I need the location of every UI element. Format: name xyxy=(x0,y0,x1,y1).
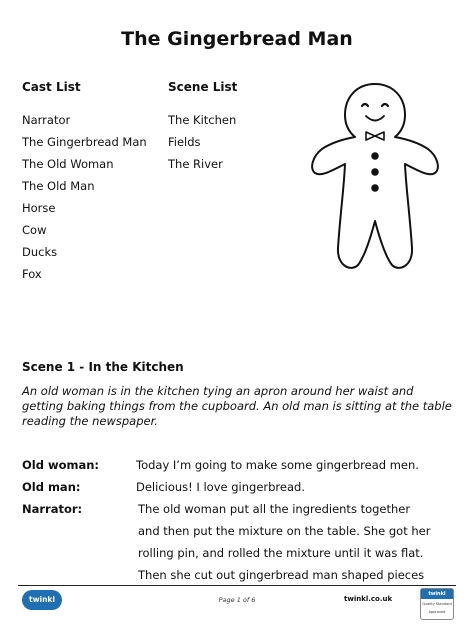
dialogue-text: The old woman put all the ingredients together xyxy=(138,502,411,516)
scene-list xyxy=(168,111,236,177)
dialogue xyxy=(22,454,462,586)
scene-list-heading: Scene List xyxy=(168,80,238,94)
gingerbread-man-illustration xyxy=(300,76,450,276)
dialogue-text: rolling pin, and rolled the mixture until it was flat. xyxy=(138,546,424,560)
dialogue-line xyxy=(22,454,462,476)
cast-item: Horse xyxy=(22,201,56,215)
scene-item: Fields xyxy=(168,135,201,149)
dialogue-line xyxy=(22,498,462,586)
stage-direction xyxy=(22,384,452,429)
site-url: twinkl.co.uk xyxy=(344,595,393,603)
cast-item: Fox xyxy=(22,267,42,281)
cast-item: The Old Woman xyxy=(22,157,114,171)
speaker-label: Old woman: xyxy=(22,458,100,472)
speaker-label: Old man: xyxy=(22,480,81,494)
badge-brand: twinkl xyxy=(421,589,453,599)
dialogue-text: and then put the mixture on the table. She got her xyxy=(138,524,431,538)
cast-item: Cow xyxy=(22,223,47,237)
dialogue-line xyxy=(22,476,462,498)
quality-badge xyxy=(420,588,454,620)
cast-list xyxy=(22,111,147,287)
stage-direction-line: reading the newspaper. xyxy=(22,414,158,428)
cast-list-heading: Cast List xyxy=(22,80,81,94)
cast-item: The Gingerbread Man xyxy=(22,135,147,149)
cast-item: Narrator xyxy=(22,113,71,127)
speaker-label: Narrator: xyxy=(22,502,83,516)
stage-direction-line: An old woman is in the kitchen tying an apron around her waist and xyxy=(22,384,414,398)
twinkl-logo: twinkl xyxy=(22,590,62,610)
cast-item: The Old Man xyxy=(22,179,95,193)
page-title: The Gingerbread Man xyxy=(121,28,353,50)
stage-direction-line: getting baking things from the cupboard. An old man is sitting at the table xyxy=(22,399,452,413)
badge-text: Quality Standard xyxy=(422,602,452,606)
dialogue-text: Today I’m going to make some gingerbread men. xyxy=(136,458,419,472)
badge-text: Approved xyxy=(428,610,446,614)
dialogue-text: Delicious! I love gingerbread. xyxy=(136,480,305,494)
scene-title: Scene 1 - In the Kitchen xyxy=(22,360,184,374)
scene-item: The River xyxy=(168,157,223,171)
page-number: Page 1 of 6 xyxy=(218,596,256,604)
scene-item: The Kitchen xyxy=(168,113,237,127)
dialogue-text: Then she cut out gingerbread man shaped pieces xyxy=(138,568,425,582)
footer-divider xyxy=(18,585,456,586)
cast-item: Ducks xyxy=(22,245,58,259)
